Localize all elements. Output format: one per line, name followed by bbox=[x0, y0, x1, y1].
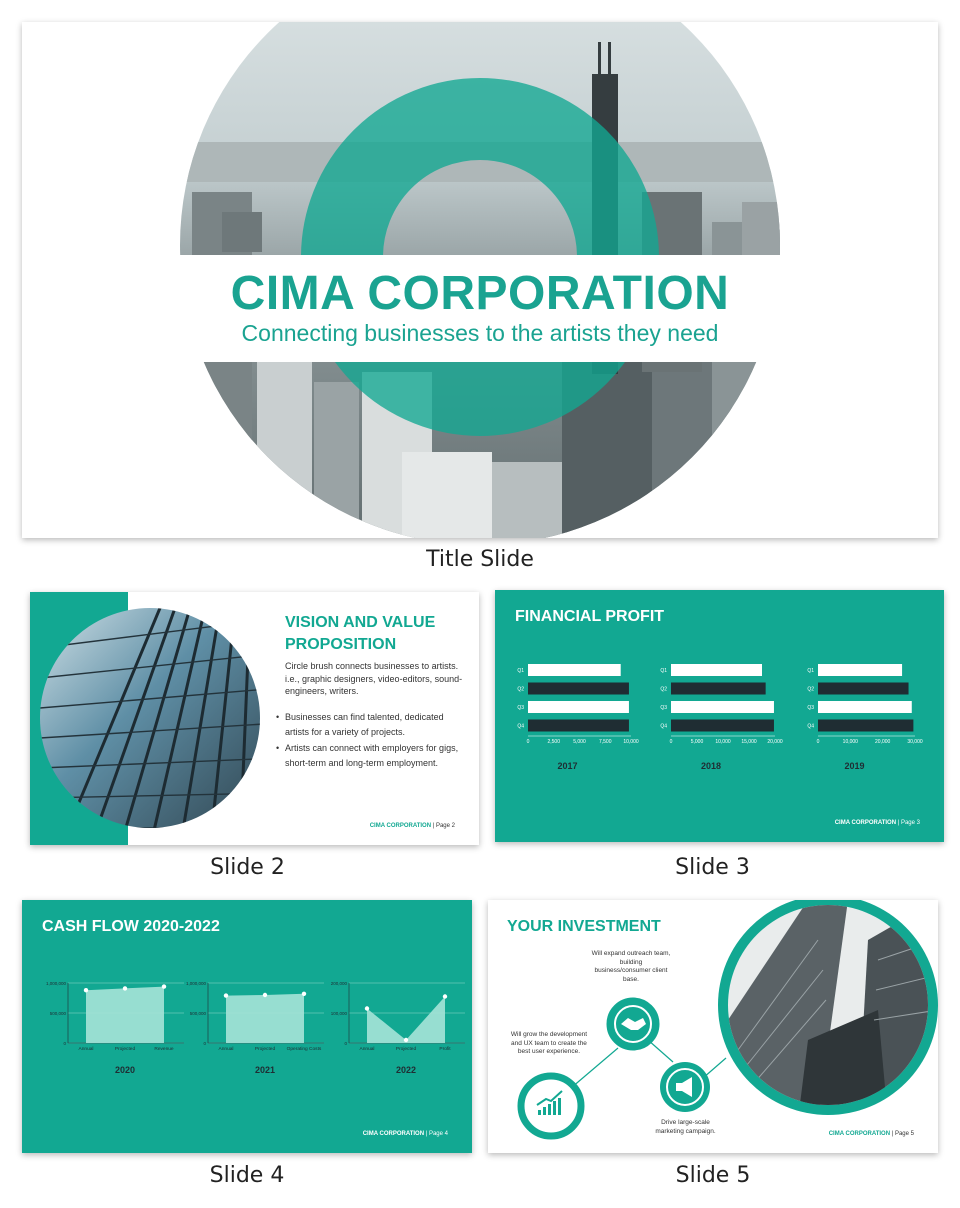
title-line-2: PROPOSITION bbox=[285, 636, 397, 653]
area-chart-2021 bbox=[186, 981, 324, 1075]
slide-footer bbox=[829, 1131, 914, 1137]
tick-label: 2,500 bbox=[547, 739, 561, 745]
category-label: Annual bbox=[218, 1047, 234, 1052]
bar bbox=[671, 720, 774, 732]
bar bbox=[528, 720, 629, 732]
list-item bbox=[276, 741, 470, 771]
footer-brand: CIMA CORPORATION bbox=[362, 1131, 425, 1137]
footer-separator: | bbox=[432, 823, 435, 829]
slide-5-title: YOUR INVESTMENT bbox=[507, 918, 661, 935]
tick-label: 0 bbox=[344, 1041, 347, 1046]
slide-5[interactable] bbox=[488, 900, 938, 1153]
note-marketing: Drive large-scale marketing campaign. bbox=[655, 1119, 716, 1135]
data-point bbox=[84, 988, 88, 992]
data-point bbox=[123, 986, 127, 990]
quarterly-profit-charts bbox=[495, 590, 944, 842]
category-label: Q1 bbox=[660, 668, 667, 674]
tick-label: 500,000 bbox=[189, 1011, 206, 1016]
chart-year-label: 2022 bbox=[395, 1065, 417, 1075]
bar-chart-2018 bbox=[660, 664, 783, 771]
tick-label: 30,000 bbox=[907, 739, 923, 745]
slide-2[interactable] bbox=[30, 592, 479, 845]
slide-footer bbox=[370, 823, 455, 829]
cash-flow-charts bbox=[22, 900, 472, 1153]
category-label: Q1 bbox=[517, 668, 524, 674]
data-point bbox=[224, 993, 228, 997]
category-label: Q3 bbox=[660, 705, 667, 711]
megaphone-icon bbox=[660, 1062, 710, 1112]
slide-footer bbox=[363, 1131, 448, 1137]
tick-label: 1,000,000 bbox=[185, 981, 206, 986]
category-label: Annual bbox=[78, 1047, 94, 1052]
data-point bbox=[404, 1038, 408, 1042]
footer-separator: | bbox=[891, 1131, 894, 1137]
handshake-icon bbox=[608, 999, 658, 1049]
area-chart-2022 bbox=[331, 981, 465, 1075]
category-label: Q4 bbox=[807, 723, 814, 730]
tick-label: 100,000 bbox=[330, 1011, 347, 1016]
chart-year-label: 2021 bbox=[254, 1065, 276, 1075]
category-label: Profit bbox=[439, 1047, 451, 1052]
building-circle-image bbox=[40, 608, 280, 845]
bar bbox=[671, 701, 774, 713]
footer-separator: | bbox=[897, 820, 900, 826]
tick-label: 500,000 bbox=[49, 1011, 66, 1016]
data-point bbox=[365, 1006, 369, 1010]
note-development: Will grow the development and UX team to create the best user experience. bbox=[510, 1031, 588, 1055]
slide-5-caption: Slide 5 bbox=[675, 1163, 751, 1188]
category-label: Q2 bbox=[807, 686, 814, 693]
chart-year-label: 2019 bbox=[844, 761, 865, 771]
category-label: Q2 bbox=[660, 686, 667, 693]
area-fill bbox=[86, 987, 164, 1043]
tick-label: 200,000 bbox=[330, 981, 347, 986]
category-label: Annual bbox=[359, 1047, 375, 1052]
intro-paragraph: Circle brush connects businesses to artists. i.e., graphic designers, video-editors, sound-engineers, writers. bbox=[285, 661, 463, 696]
list-item bbox=[276, 710, 470, 740]
title-line-1: VISION AND VALUE bbox=[285, 614, 436, 631]
slide-4-title: CASH FLOW 2020-2022 bbox=[42, 918, 220, 935]
category-label: Q2 bbox=[517, 686, 524, 693]
tick-label: 5,000 bbox=[690, 739, 704, 745]
company-tagline: Connecting businesses to the artists they need bbox=[241, 320, 719, 346]
footer-brand: CIMA CORPORATION bbox=[834, 820, 897, 826]
area-fill bbox=[367, 997, 445, 1044]
chart-year-label: 2018 bbox=[700, 761, 722, 771]
title-slide-caption: Title Slide bbox=[426, 547, 534, 572]
footer-page: Page 3 bbox=[900, 820, 920, 826]
area-fill bbox=[226, 994, 304, 1043]
bar bbox=[528, 664, 621, 676]
tick-label: 7,500 bbox=[598, 739, 612, 745]
slide-2-title bbox=[285, 612, 465, 656]
area-chart-2020 bbox=[46, 981, 184, 1075]
category-label: Q3 bbox=[517, 705, 524, 711]
bar bbox=[671, 664, 762, 676]
tick-label: 10,000 bbox=[623, 739, 639, 745]
data-point bbox=[263, 993, 267, 997]
bullet-glyph: • bbox=[276, 712, 280, 722]
slide-3-title: FINANCIAL PROFIT bbox=[515, 608, 665, 625]
bar bbox=[818, 701, 912, 713]
bullet-text: Businesses can find talented, dedicated artists for a variety of projects. bbox=[285, 712, 444, 737]
tick-label: 5,000 bbox=[573, 739, 586, 745]
tick-label: 0 bbox=[203, 1041, 206, 1046]
tick-label: 10,000 bbox=[842, 739, 858, 745]
bar-chart-2017 bbox=[517, 664, 639, 771]
bullet-glyph: • bbox=[276, 743, 280, 753]
data-point bbox=[443, 994, 447, 998]
data-point bbox=[302, 992, 306, 996]
tick-label: 0 bbox=[669, 739, 673, 745]
tick-label: 15,000 bbox=[741, 739, 757, 745]
footer-page: Page 4 bbox=[428, 1131, 448, 1137]
slide-3-caption: Slide 3 bbox=[675, 855, 750, 880]
tick-label: 0 bbox=[63, 1041, 66, 1046]
company-title: CIMA CORPORATION bbox=[230, 267, 730, 320]
category-label: Q3 bbox=[807, 705, 814, 711]
bar bbox=[818, 720, 913, 732]
bullet-text: Artists can connect with employers for gigs, short-term and long-term employment. bbox=[285, 743, 459, 768]
title-slide[interactable] bbox=[22, 22, 938, 538]
category-label: Q4 bbox=[517, 723, 524, 730]
category-label: Q4 bbox=[660, 723, 667, 730]
growth-chart-icon bbox=[521, 1076, 581, 1136]
category-label: Projected bbox=[254, 1047, 276, 1052]
slide-2-caption: Slide 2 bbox=[210, 855, 285, 880]
investment-diagram bbox=[488, 900, 938, 1153]
tick-label: 20,000 bbox=[875, 739, 891, 745]
chart-year-label: 2017 bbox=[557, 761, 578, 771]
footer-brand: CIMA CORPORATION bbox=[828, 1131, 891, 1137]
tick-label: 0 bbox=[526, 739, 530, 745]
category-label: Projected bbox=[395, 1047, 417, 1052]
tick-label: 20,000 bbox=[767, 739, 783, 745]
tick-label: 10,000 bbox=[715, 739, 731, 745]
footer-separator: | bbox=[425, 1131, 428, 1137]
slide-4[interactable] bbox=[22, 900, 472, 1153]
benefit-list bbox=[276, 710, 470, 772]
chart-year-label: 2020 bbox=[114, 1065, 136, 1075]
bar bbox=[671, 683, 766, 695]
category-label: Operating Costs bbox=[286, 1047, 322, 1052]
category-label: Revenue bbox=[154, 1047, 174, 1052]
tick-label: 0 bbox=[816, 739, 820, 745]
bar bbox=[818, 664, 902, 676]
category-label: Projected bbox=[114, 1047, 136, 1052]
slide-3[interactable] bbox=[495, 590, 944, 842]
footer-brand: CIMA CORPORATION bbox=[369, 823, 432, 829]
footer-page: Page 5 bbox=[894, 1131, 914, 1137]
note-outreach: Will expand outreach team, building business/consumer client base. bbox=[591, 950, 671, 983]
bar-chart-2019 bbox=[807, 664, 923, 771]
tick-label: 1,000,000 bbox=[45, 981, 66, 986]
bar bbox=[528, 683, 629, 695]
category-label: Q1 bbox=[807, 668, 814, 674]
data-point bbox=[162, 984, 166, 988]
slide-4-caption: Slide 4 bbox=[209, 1163, 285, 1188]
bar bbox=[818, 683, 909, 695]
slide-footer bbox=[835, 820, 920, 826]
footer-page: Page 2 bbox=[435, 823, 455, 829]
bar bbox=[528, 701, 629, 713]
